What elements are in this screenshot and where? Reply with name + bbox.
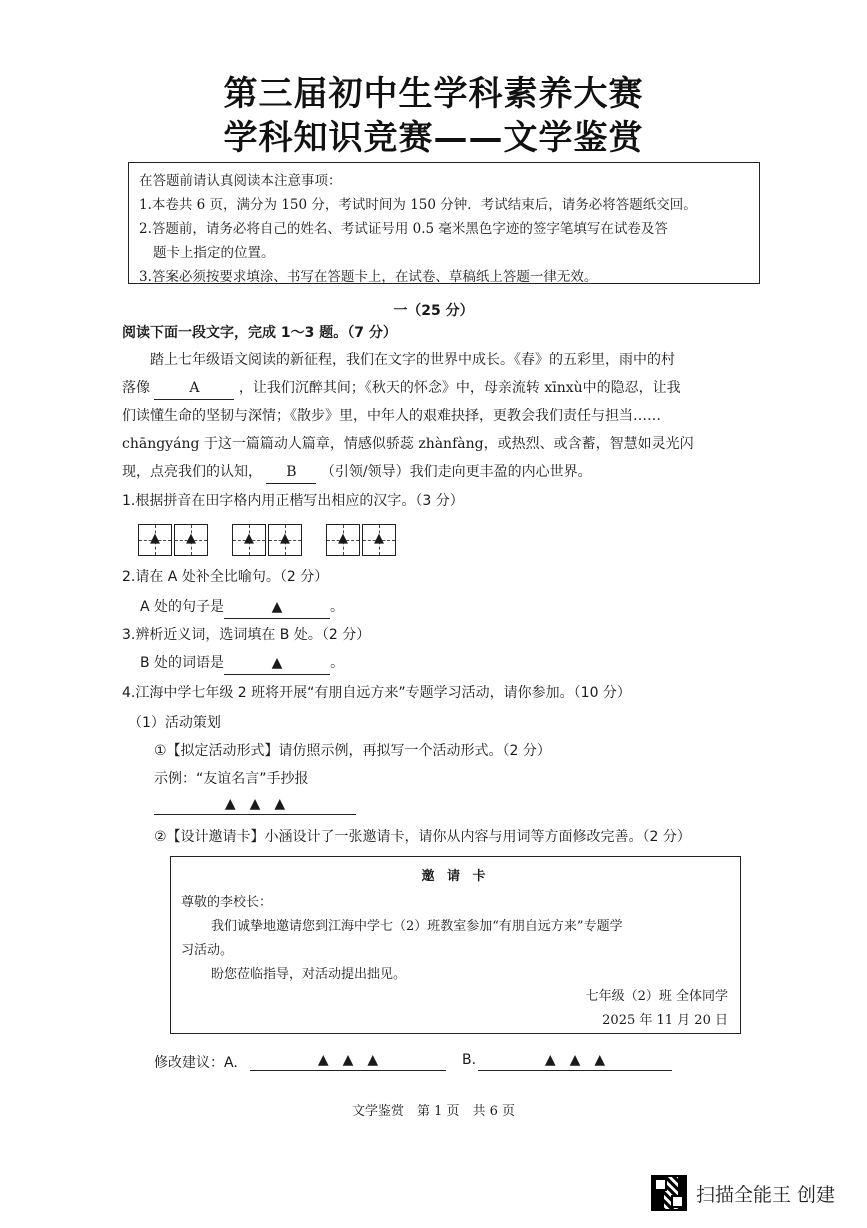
invitation-card-title: 邀 请 卡: [421, 869, 490, 884]
activity-form-answer-line[interactable]: ▲ ▲ ▲: [154, 794, 356, 815]
page-footer: 文学鉴赏 第 1 页 共 6 页: [351, 1104, 516, 1119]
answer-mark: ▲: [244, 531, 254, 546]
invitation-card: [170, 856, 741, 1034]
tianzige-box[interactable]: [268, 524, 302, 556]
answer-prefix: A 处的句子是: [140, 599, 225, 615]
passage-line-2-post: ，让我们沉醉其间；《秋天的怀念》中，母亲流转 xīnxù中的隐忍，让我: [238, 380, 681, 396]
tianzige-group-2: [232, 524, 304, 556]
tianzige-box[interactable]: [362, 524, 396, 556]
passage-line-2-pre: 落像: [122, 380, 150, 396]
blank-a: A: [154, 377, 234, 400]
blank-b: B: [266, 461, 316, 484]
question-heading: 阅读下面一段文字，完成 1～3 题。（7 分）: [122, 325, 397, 341]
question-4-sub-1: （1）活动策划: [128, 715, 221, 731]
passage-line-5-pre: 现，点亮我们的认知，: [122, 464, 262, 480]
tianzige-group-3: [326, 524, 398, 556]
question-2-answer: [140, 596, 344, 619]
reading-passage: [122, 346, 742, 486]
invitation-signature: 七年级（2）班 全体同学: [585, 989, 728, 1004]
answer-blank-b[interactable]: ▲: [224, 652, 330, 675]
passage-line-3: 们读懂生命的坚韧与深情；《散步》里，中年人的艰难抉择，更教会我们责任与担当……: [122, 408, 661, 424]
passage-line-1: 踏上七年级语文阅读的新征程，我们在文字的世界中成长。《春》的五彩里，雨中的村: [150, 352, 675, 368]
question-1: 1.根据拼音在田字格内用正楷写出相应的汉字。（3 分）: [122, 493, 464, 509]
answer-end: 。: [330, 599, 345, 615]
tianzige-box[interactable]: [174, 524, 208, 556]
notice-heading: 在答题前请认真阅读本注意事项：: [139, 173, 342, 189]
invitation-body-3: 盼您莅临指导，对活动提出拙见。: [211, 967, 407, 982]
question-3: 3.辨析近义词，选词填在 B 处。（2 分）: [122, 627, 371, 643]
revision-answer-b[interactable]: ▲ ▲ ▲: [478, 1050, 672, 1071]
invitation-body-1: 我们诚挚地邀请您到江海中学七（2）班教室参加“有朋自远方来”专题学: [211, 919, 623, 934]
revision-label-a: 修改建议：A.: [154, 1055, 238, 1071]
passage-line-4: chāngyáng 于这一篇篇动人篇章，情感似骄蕊 zhànfàng，或热烈、或含蓄，智慧如灵光闪: [122, 436, 694, 452]
invitation-date: 2025 年 11 月 20 日: [602, 1013, 728, 1028]
section-title: 一（25 分）: [393, 303, 474, 319]
answer-end: 。: [330, 655, 345, 671]
qr-code-icon: [651, 1175, 687, 1211]
tianzige-box[interactable]: [138, 524, 172, 556]
answer-mark: ▲: [150, 531, 160, 546]
invitation-salutation: 尊敬的李校长：: [181, 895, 273, 910]
passage-line-5: [122, 458, 742, 486]
notice-box: [128, 162, 760, 284]
tianzige-box[interactable]: [326, 524, 360, 556]
notice-item-2a: 2.答题前，请务必将自己的姓名、考试证号用 0.5 毫米黑色字迹的签字笔填写在试卷及答: [139, 221, 668, 237]
question-4-part-2: ②【设计邀请卡】小涵设计了一张邀请卡，请你从内容与用词等方面修改完善。（2 分）: [154, 829, 691, 845]
answer-mark: ▲: [280, 531, 290, 546]
answer-mark: ▲: [338, 531, 348, 546]
revision-answer-a[interactable]: ▲ ▲ ▲: [250, 1050, 446, 1071]
answer-mark: ▲: [186, 531, 196, 546]
tianzige-box[interactable]: [232, 524, 266, 556]
answer-blank-a[interactable]: ▲: [224, 596, 330, 619]
invitation-body-2: 习活动。: [181, 943, 234, 958]
answer-mark: ▲: [374, 531, 384, 546]
scanner-watermark: 扫描全能王 创建: [696, 1184, 836, 1206]
notice-item-3: 3.答案必须按要求填涂、书写在答题卡上，在试卷、草稿纸上答题一律无效。: [139, 269, 598, 285]
tianzige-group-1: [138, 524, 210, 556]
question-4-example: 示例：“友谊名言”手抄报: [154, 771, 309, 787]
question-2: 2.请在 A 处补全比喻句。（2 分）: [122, 569, 329, 585]
passage-line-2: [122, 374, 742, 402]
question-3-answer: [140, 652, 344, 675]
notice-item-1: 1.本卷共 6 页，满分为 150 分，考试时间为 150 分钟．考试结束后，请务必将答题纸交回。: [139, 197, 697, 213]
notice-item-2b: 题卡上指定的位置。: [153, 245, 275, 261]
passage-line-5-post: （引领/领导）我们走向更丰盈的内心世界。: [320, 464, 592, 480]
exam-title-line2: 学科知识竞赛——文学鉴赏: [223, 118, 644, 158]
question-4-part-1: ①【拟定活动形式】请仿照示例，再拟写一个活动形式。（2 分）: [154, 743, 551, 759]
answer-prefix: B 处的词语是: [140, 655, 225, 671]
question-4: 4.江海中学七年级 2 班将开展“有朋自远方来”专题学习活动，请你参加。（10 分）: [122, 685, 631, 701]
revision-label-b: B.: [462, 1052, 477, 1068]
exam-title-line1: 第三届初中生学科素养大赛: [223, 74, 644, 114]
